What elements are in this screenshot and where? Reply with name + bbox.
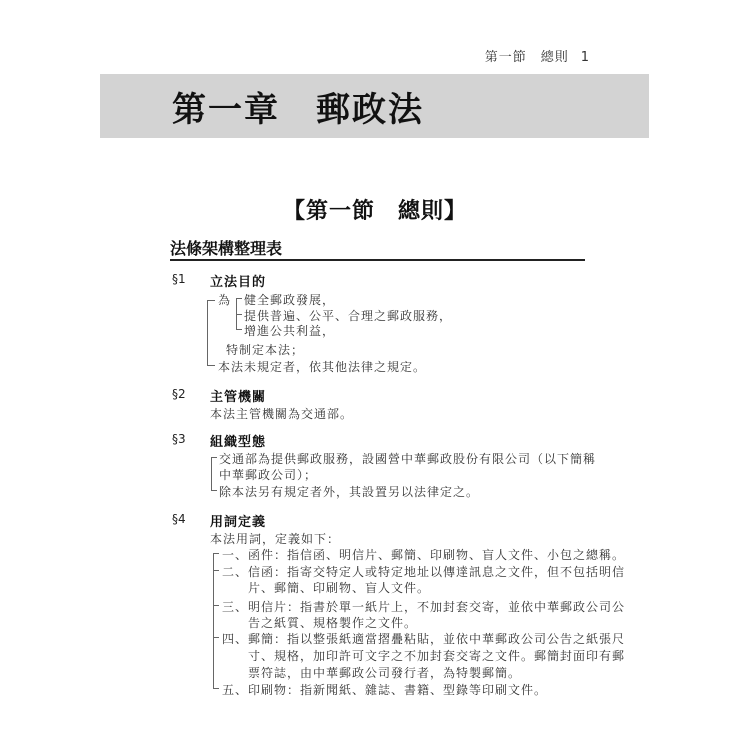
article-1-subbracket-bottom (236, 329, 242, 330)
article-1-number: §1 (172, 272, 186, 286)
article-4-line-5: 告之紙質、規格製作之文件。 (248, 616, 418, 630)
article-4-tick-4 (213, 637, 219, 638)
article-4-intro: 本法用詞，定義如下： (210, 532, 341, 546)
article-3-bracket-top (211, 457, 217, 458)
table-title: 法條架構整理表 (170, 239, 283, 258)
article-2-number: §2 (172, 387, 186, 401)
article-1-subbracket-top (236, 298, 242, 299)
article-4-line-1: 一、函件：指信函、明信片、郵簡、印刷物、盲人文件、小包之總稱。 (222, 548, 626, 562)
article-4-line-6: 四、郵簡：指以整張紙適當摺疊粘貼，並依中華郵政公司公告之紙張尺 (222, 632, 626, 646)
article-4-tick-1 (213, 553, 219, 554)
article-4-line-7: 寸、規格，加印許可文字之不加封套交寄之文件。郵簡封面印有郵 (248, 649, 626, 663)
article-4-line-8: 票符誌，由中華郵政公司發行者，為特製郵簡。 (248, 666, 522, 680)
article-1-item-3: 增進公共利益， (244, 324, 336, 338)
chapter-title: 第一章 郵政法 (172, 90, 424, 130)
article-1-other: 本法未規定者，依其他法律之規定。 (218, 360, 427, 374)
chapter-banner (100, 74, 649, 138)
article-4-tick-3 (213, 605, 219, 606)
article-1-wei: 為 (218, 293, 232, 307)
article-1-item-1: 健全郵政發展， (244, 293, 336, 307)
article-1-te: 特制定本法； (226, 343, 305, 357)
article-3-heading: 組織型態 (210, 435, 267, 450)
running-header (485, 46, 590, 65)
running-header-section: 第一節 總則 (484, 50, 569, 65)
article-1-subbracket-mid (236, 314, 242, 315)
article-4-number: §4 (172, 512, 186, 526)
table-title-rule (170, 259, 585, 261)
article-3-number: §3 (172, 432, 186, 446)
article-3-line-3: 除本法另有規定者外，其設置另以法律定之。 (219, 485, 480, 499)
article-4-bracket (213, 553, 214, 689)
article-4-line-9: 五、印刷物：指新聞紙、雜誌、書籍、型錄等印刷文件。 (222, 683, 548, 697)
article-4-tick-5 (213, 688, 219, 689)
article-4-line-3: 片、郵簡、印刷物、盲人文件。 (248, 581, 431, 595)
article-3-bracket-bottom (211, 490, 217, 491)
article-1-item-2: 提供普遍、公平、合理之郵政服務， (244, 309, 453, 323)
article-1-heading: 立法目的 (210, 275, 267, 290)
section-title: 【第一節 總則】 (282, 199, 467, 224)
page-number: 1 (580, 50, 590, 65)
article-2-text: 本法主管機關為交通部。 (210, 407, 354, 421)
article-3-line-2: 中華郵政公司）； (219, 468, 318, 482)
article-1-bracket-bottom (207, 365, 215, 366)
article-3-bracket (211, 457, 212, 491)
article-1-bracket-top (207, 300, 215, 301)
article-4-line-2: 二、信函：指寄交特定人或特定地址以傳達訊息之文件，但不包括明信 (222, 565, 626, 579)
article-2-heading: 主管機關 (210, 390, 267, 405)
article-4-line-4: 三、明信片：指書於單一紙片上，不加封套交寄，並依中華郵政公司公 (222, 600, 626, 614)
article-1-bracket (207, 300, 208, 366)
article-4-heading: 用詞定義 (210, 515, 267, 530)
article-3-line-1: 交通部為提供郵政服務，設國營中華郵政股份有限公司（以下簡稱 (219, 452, 597, 466)
article-4-tick-2 (213, 570, 219, 571)
